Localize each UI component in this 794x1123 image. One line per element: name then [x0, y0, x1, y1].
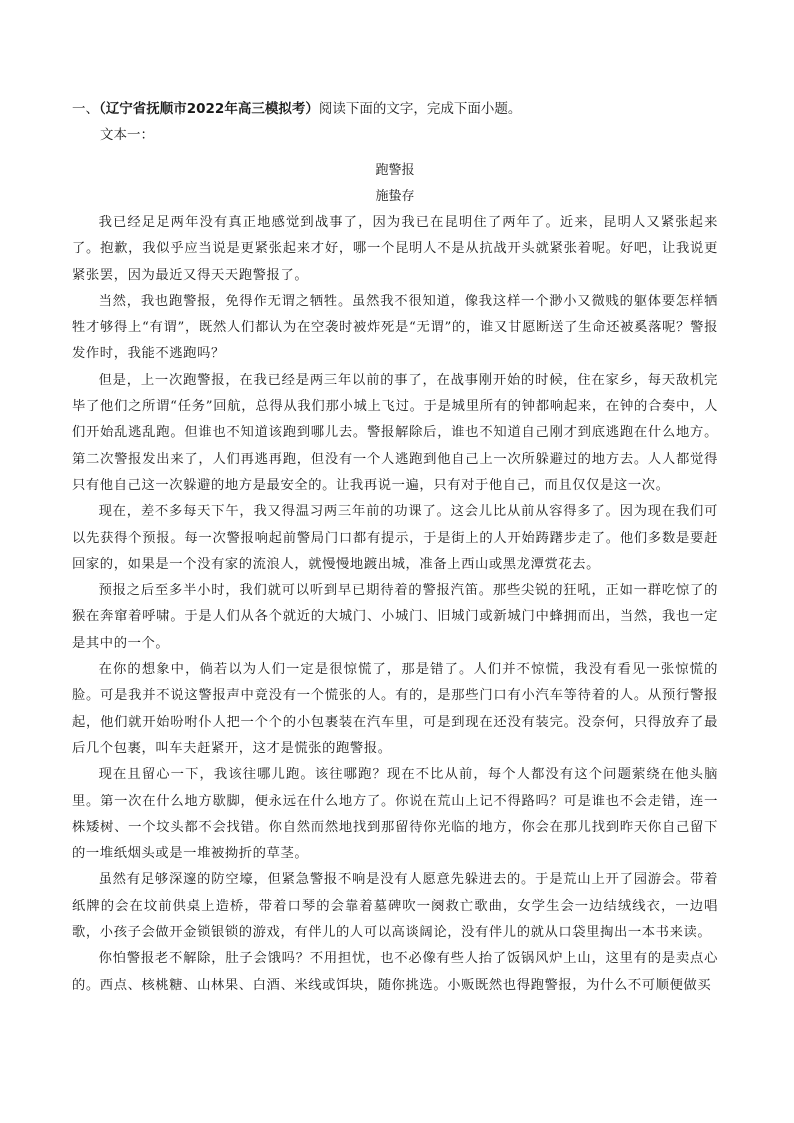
- paragraph: 现在且留心一下，我该往哪儿跑。该往哪跑？现在不比从前，每个人都没有这个问题萦绕在他头脑里。第一次在什么地方歇脚，便永远在什么地方了。你说在荒山上记不得路吗？可是谁也不会走错，连一株矮树、一个坟头都不会找错。你自然而然地找到那留待你光临的地方，你会在那儿找到昨天你自己留下的一堆纸烟头或是一堆被拗折的草茎。: [72, 767, 718, 862]
- paragraph: 在你的想象中，倘若以为人们一定是很惊慌了，那是错了。人们并不惊慌，我没有看见一张惊慌的脸。可是我并不说这警报声中竟没有一个慌张的人。有的，是那些门口有小汽车等待着的人。从预行警报起，他们就开始吩咐仆人把一个个的小包裹装在汽车里，可是到现在还没有装完。没奈何，只得放弃了最后几个包裹，叫车夫赶紧开，这才是慌张的跑警报。: [72, 662, 718, 756]
- essay-author: 施蛰存: [375, 189, 415, 204]
- essay-title: 跑警报: [375, 163, 415, 178]
- text-label: 文本一：: [100, 127, 154, 143]
- paragraph: 你怕警报老不解除，肚子会饿吗？不用担忧，也不必像有些人抬了饭锅风炉上山，这里有的是卖点心的。西点、核桃糖、山林果、白酒、米线或饵块，随你挑选。小贩既然也得跑警报，为什么不可顺便做买: [72, 951, 718, 993]
- paragraph: 虽然有足够深邃的防空壕，但紧急警报不响是没有人愿意先躲进去的。于是荒山上开了园游会。带着纸牌的会在坟前供桌上造桥，带着口琴的会靠着墓碑吹一阕救亡歌曲，女学生会一边结绒线衣，一边唱歌，小孩子会做开金锁银锁的游戏，有伴儿的人可以高谈阔论，没有伴儿的就从口袋里掏出一本书来读。: [72, 872, 718, 941]
- question-instruction: 阅读下面的文字，完成下面小题。: [318, 101, 522, 117]
- question-header: [72, 96, 718, 122]
- paragraph: 但是，上一次跑警报，在我已经是两三年以前的事了，在战事刚开始的时候，住在家乡，每天敌机完毕了他们之所谓“任务”回航，总得从我们那小城上飞过。于是城里所有的钟都响起来，在钟的合奏中，人们开始乱逃乱跑。但谁也不知道该跑到哪儿去。警报解除后，谁也不知道自己刚才到底逃跑在什么地方。第二次警报发出来了，人们再逃再跑，但没有一个人逃跑到他自己上一次所躲避过的地方去。人人都觉得只有他自己这一次躲避的地方是最安全的。让我再说一遍，只有对于他自己，而且仅仅是这一次。: [72, 372, 718, 493]
- content-area: [72, 96, 718, 999]
- paragraph: 当然，我也跑警报，免得作无谓之牺牲。虽然我不很知道，像我这样一个渺小又微贱的躯体要怎样牺牲才够得上“有谓”，既然人们都认为在空袭时被炸死是“无谓”的，谁又甘愿断送了生命还被奚落呢？警报发作时，我能不逃跑吗？: [72, 293, 718, 362]
- paragraph: 我已经足足两年没有真正地感觉到战事了，因为我已在昆明住了两年了。近来，昆明人又紧张起来了。抱歉，我似乎应当说是更紧张起来才好，哪一个昆明人不是从抗战开头就紧张着呢。好吧，让我说更紧张罢，因为最近又得天天跑警报了。: [72, 215, 718, 283]
- question-source: （辽宁省抚顺市2022年高三模拟考）: [99, 101, 319, 117]
- paragraph: 现在，差不多每天下午，我又得温习两三年前的功课了。这会儿比从前从容得多了。因为现在我们可以先获得个预报。每一次警报响起前警局门口都有提示，于是街上的人开始踌躇步走了。他们多数是要赶回家的，如果是一个没有家的流浪人，就慢慢地踱出城，准备上西山或黑龙潭赏花去。: [72, 504, 718, 572]
- paragraph: 预报之后至多半小时，我们就可以听到早已期待着的警报汽笛。那些尖锐的狂吼，正如一群吃惊了的猴在奔窜着呼啸。于是人们从各个就近的大城门、小城门、旧城门或新城门中蜂拥而出，当然，我也一定是其中的一个。: [72, 583, 718, 651]
- question-number: 一、: [72, 101, 99, 117]
- essay-body: [72, 210, 718, 999]
